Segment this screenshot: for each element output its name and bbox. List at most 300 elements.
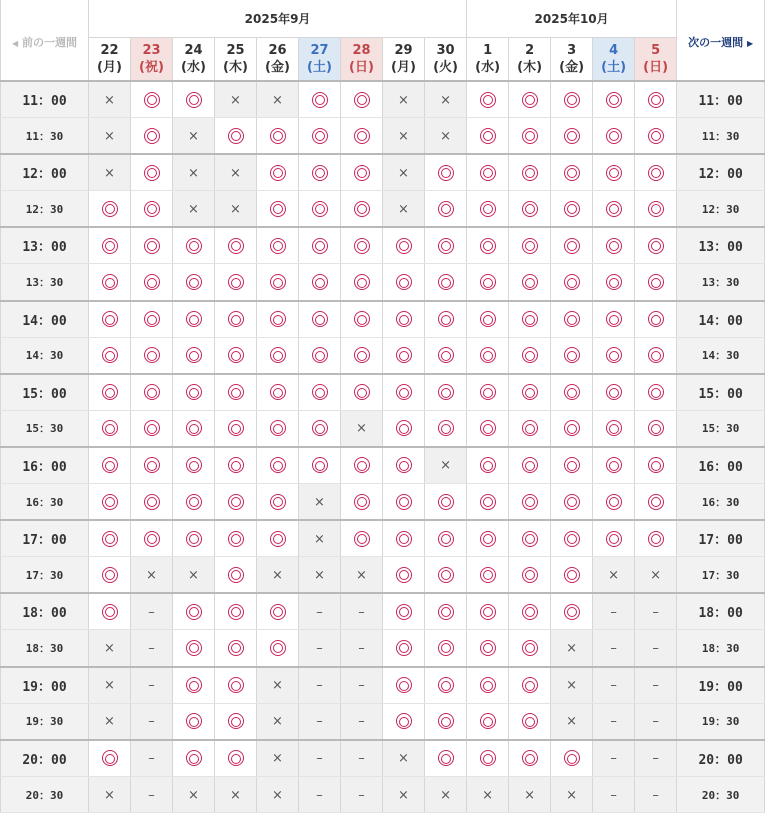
time-slot-row <box>1 776 765 813</box>
dash-icon: – <box>358 714 365 730</box>
slot-available[interactable] <box>593 337 635 374</box>
cross-icon: × <box>230 201 241 217</box>
slot-available[interactable] <box>551 410 593 447</box>
slot-available[interactable] <box>383 374 425 411</box>
double-circle-icon <box>228 420 244 436</box>
cross-icon: × <box>440 458 451 474</box>
double-circle-icon <box>522 165 538 181</box>
slot-available[interactable] <box>509 374 551 411</box>
double-circle-icon <box>606 92 622 108</box>
day-number: 24 <box>184 43 203 58</box>
slot-available[interactable] <box>215 118 257 155</box>
double-circle-icon <box>438 604 454 620</box>
slot-available[interactable] <box>257 154 299 191</box>
slot-full <box>425 776 467 813</box>
slot-available[interactable] <box>173 593 215 630</box>
slot-available[interactable] <box>257 227 299 264</box>
slot-available[interactable] <box>593 264 635 301</box>
slot-available[interactable] <box>635 301 677 338</box>
double-circle-icon <box>186 274 202 290</box>
slot-available[interactable] <box>173 227 215 264</box>
slot-available[interactable] <box>383 703 425 740</box>
slot-available[interactable] <box>509 118 551 155</box>
slot-available[interactable] <box>635 81 677 118</box>
time-slot-row <box>1 154 765 191</box>
slot-available[interactable] <box>89 301 131 338</box>
slot-available[interactable] <box>467 374 509 411</box>
slot-available[interactable] <box>215 740 257 777</box>
slot-available[interactable] <box>551 593 593 630</box>
slot-available[interactable] <box>425 593 467 630</box>
slot-available[interactable] <box>299 191 341 228</box>
slot-available[interactable] <box>299 154 341 191</box>
slot-available[interactable] <box>635 520 677 557</box>
slot-available[interactable] <box>635 154 677 191</box>
double-circle-icon <box>228 640 244 656</box>
slot-available[interactable] <box>173 410 215 447</box>
slot-available[interactable] <box>89 264 131 301</box>
slot-available[interactable] <box>257 191 299 228</box>
slot-available[interactable] <box>89 374 131 411</box>
slot-available[interactable] <box>425 520 467 557</box>
double-circle-icon <box>270 420 286 436</box>
slot-available[interactable] <box>467 154 509 191</box>
slot-available[interactable] <box>299 447 341 484</box>
day-header-24 <box>173 38 215 82</box>
slot-available[interactable] <box>509 703 551 740</box>
double-circle-icon <box>396 274 412 290</box>
slot-unavailable <box>593 593 635 630</box>
day-number: 27 <box>310 43 329 58</box>
slot-available[interactable] <box>551 740 593 777</box>
cross-icon: × <box>188 201 199 217</box>
double-circle-icon <box>144 238 160 254</box>
double-circle-icon <box>228 713 244 729</box>
slot-available[interactable] <box>173 337 215 374</box>
slot-available[interactable] <box>551 557 593 594</box>
slot-available[interactable] <box>341 154 383 191</box>
slot-available[interactable] <box>593 484 635 521</box>
slot-available[interactable] <box>467 447 509 484</box>
slot-unavailable <box>131 703 173 740</box>
time-slot-row <box>1 557 765 594</box>
time-label: 14：30 <box>1 337 89 374</box>
slot-available[interactable] <box>425 227 467 264</box>
slot-available[interactable] <box>467 667 509 704</box>
slot-available[interactable] <box>299 227 341 264</box>
double-circle-icon <box>522 201 538 217</box>
slot-available[interactable] <box>509 410 551 447</box>
slot-available[interactable] <box>173 301 215 338</box>
slot-available[interactable] <box>425 264 467 301</box>
slot-available[interactable] <box>131 154 173 191</box>
slot-available[interactable] <box>341 227 383 264</box>
double-circle-icon <box>270 238 286 254</box>
slot-available[interactable] <box>89 227 131 264</box>
slot-available[interactable] <box>131 191 173 228</box>
slot-available[interactable] <box>383 410 425 447</box>
slot-available[interactable] <box>131 520 173 557</box>
time-slot-row <box>1 703 765 740</box>
slot-available[interactable] <box>425 667 467 704</box>
slot-available[interactable] <box>383 557 425 594</box>
double-circle-icon <box>102 604 118 620</box>
day-of-week: (土) <box>601 60 627 75</box>
slot-available[interactable] <box>215 337 257 374</box>
time-label: 11：30 <box>1 118 89 155</box>
double-circle-icon <box>270 531 286 547</box>
slot-available[interactable] <box>257 447 299 484</box>
day-number: 22 <box>100 43 119 58</box>
slot-available[interactable] <box>509 740 551 777</box>
slot-full <box>425 118 467 155</box>
slot-available[interactable] <box>425 374 467 411</box>
slot-full <box>425 81 467 118</box>
slot-available[interactable] <box>551 154 593 191</box>
slot-full <box>383 118 425 155</box>
slot-available[interactable] <box>173 703 215 740</box>
slot-available[interactable] <box>341 484 383 521</box>
slot-full <box>257 703 299 740</box>
slot-available[interactable] <box>89 191 131 228</box>
double-circle-icon <box>438 531 454 547</box>
slot-available[interactable] <box>509 484 551 521</box>
slot-available[interactable] <box>551 227 593 264</box>
slot-available[interactable] <box>215 301 257 338</box>
slot-available[interactable] <box>467 630 509 667</box>
slot-available[interactable] <box>173 374 215 411</box>
slot-available[interactable] <box>425 484 467 521</box>
slot-available[interactable] <box>215 484 257 521</box>
slot-available[interactable] <box>257 337 299 374</box>
slot-available[interactable] <box>173 484 215 521</box>
slot-available[interactable] <box>257 484 299 521</box>
slot-available[interactable] <box>551 264 593 301</box>
day-number: 2 <box>525 43 535 58</box>
slot-unavailable <box>299 703 341 740</box>
slot-available[interactable] <box>467 264 509 301</box>
slot-available[interactable] <box>425 557 467 594</box>
slot-full <box>257 557 299 594</box>
slot-available[interactable] <box>635 118 677 155</box>
slot-available[interactable] <box>215 630 257 667</box>
slot-available[interactable] <box>551 374 593 411</box>
slot-available[interactable] <box>173 630 215 667</box>
slot-available[interactable] <box>173 740 215 777</box>
cross-icon: × <box>356 567 367 583</box>
slot-available[interactable] <box>257 630 299 667</box>
slot-available[interactable] <box>467 118 509 155</box>
slot-available[interactable] <box>89 520 131 557</box>
double-circle-icon <box>606 311 622 327</box>
slot-available[interactable] <box>89 740 131 777</box>
slot-available[interactable] <box>341 447 383 484</box>
slot-available[interactable] <box>383 630 425 667</box>
slot-unavailable <box>131 630 173 667</box>
slot-available[interactable] <box>257 410 299 447</box>
slot-available[interactable] <box>425 410 467 447</box>
slot-available[interactable] <box>509 154 551 191</box>
slot-available[interactable] <box>425 630 467 667</box>
cross-icon: × <box>272 567 283 583</box>
slot-available[interactable] <box>593 520 635 557</box>
slot-available[interactable] <box>467 227 509 264</box>
slot-available[interactable] <box>299 81 341 118</box>
slot-available[interactable] <box>383 520 425 557</box>
double-circle-icon <box>438 420 454 436</box>
slot-available[interactable] <box>425 703 467 740</box>
slot-available[interactable] <box>257 520 299 557</box>
slot-available[interactable] <box>299 301 341 338</box>
double-circle-icon <box>522 384 538 400</box>
double-circle-icon <box>564 274 580 290</box>
slot-available[interactable] <box>467 410 509 447</box>
slot-available[interactable] <box>89 447 131 484</box>
time-slot-row <box>1 484 765 521</box>
slot-available[interactable] <box>593 447 635 484</box>
slot-available[interactable] <box>551 447 593 484</box>
double-circle-icon <box>144 494 160 510</box>
time-label: 18：00 <box>1 593 89 630</box>
slot-available[interactable] <box>593 81 635 118</box>
slot-available[interactable] <box>215 374 257 411</box>
prev-week-button[interactable] <box>1 0 89 81</box>
slot-available[interactable] <box>425 740 467 777</box>
slot-available[interactable] <box>341 520 383 557</box>
slot-available[interactable] <box>635 264 677 301</box>
slot-available[interactable] <box>341 81 383 118</box>
double-circle-icon <box>606 531 622 547</box>
slot-available[interactable] <box>593 154 635 191</box>
dash-icon: – <box>148 640 155 656</box>
slot-available[interactable] <box>551 301 593 338</box>
slot-available[interactable] <box>215 264 257 301</box>
slot-available[interactable] <box>509 593 551 630</box>
slot-available[interactable] <box>509 227 551 264</box>
day-of-week: (木) <box>223 60 248 75</box>
slot-available[interactable] <box>89 593 131 630</box>
double-circle-icon <box>144 347 160 363</box>
slot-available[interactable] <box>215 593 257 630</box>
slot-available[interactable] <box>635 227 677 264</box>
slot-available[interactable] <box>89 337 131 374</box>
dash-icon: – <box>652 604 659 620</box>
dash-icon: – <box>148 714 155 730</box>
prev-week-label: 前の一週間 <box>22 35 77 49</box>
slot-available[interactable] <box>425 191 467 228</box>
slot-available[interactable] <box>215 227 257 264</box>
slot-available[interactable] <box>593 410 635 447</box>
double-circle-icon <box>648 92 664 108</box>
slot-available[interactable] <box>509 630 551 667</box>
next-week-button[interactable] <box>677 0 765 81</box>
double-circle-icon <box>186 420 202 436</box>
slot-available[interactable] <box>551 191 593 228</box>
slot-available[interactable] <box>383 593 425 630</box>
slot-available[interactable] <box>299 337 341 374</box>
slot-available[interactable] <box>341 191 383 228</box>
slot-available[interactable] <box>299 374 341 411</box>
slot-available[interactable] <box>257 264 299 301</box>
slot-available[interactable] <box>509 301 551 338</box>
double-circle-icon <box>606 128 622 144</box>
cross-icon: × <box>104 165 115 181</box>
double-circle-icon <box>144 165 160 181</box>
slot-available[interactable] <box>425 337 467 374</box>
slot-available[interactable] <box>131 301 173 338</box>
time-label: 20：00 <box>1 740 89 777</box>
slot-available[interactable] <box>383 227 425 264</box>
slot-available[interactable] <box>509 520 551 557</box>
slot-available[interactable] <box>257 118 299 155</box>
slot-available[interactable] <box>425 301 467 338</box>
slot-available[interactable] <box>467 740 509 777</box>
double-circle-icon <box>606 384 622 400</box>
slot-available[interactable] <box>341 374 383 411</box>
slot-available[interactable] <box>593 227 635 264</box>
slot-available[interactable] <box>215 447 257 484</box>
slot-available[interactable] <box>467 557 509 594</box>
slot-available[interactable] <box>341 264 383 301</box>
time-slot-row <box>1 81 765 118</box>
slot-available[interactable] <box>341 118 383 155</box>
slot-available[interactable] <box>509 667 551 704</box>
slot-available[interactable] <box>215 557 257 594</box>
double-circle-icon <box>648 384 664 400</box>
slot-unavailable <box>635 776 677 813</box>
slot-available[interactable] <box>467 337 509 374</box>
dash-icon: – <box>610 678 617 694</box>
double-circle-icon <box>522 347 538 363</box>
slot-available[interactable] <box>509 447 551 484</box>
slot-available[interactable] <box>131 264 173 301</box>
slot-available[interactable] <box>593 374 635 411</box>
slot-available[interactable] <box>299 410 341 447</box>
slot-available[interactable] <box>467 301 509 338</box>
slot-available[interactable] <box>635 484 677 521</box>
slot-unavailable <box>635 667 677 704</box>
double-circle-icon <box>312 165 328 181</box>
slot-full <box>257 776 299 813</box>
time-label: 18：00 <box>677 593 765 630</box>
slot-full <box>635 557 677 594</box>
double-circle-icon <box>564 420 580 436</box>
slot-available[interactable] <box>383 447 425 484</box>
double-circle-icon <box>228 384 244 400</box>
slot-available[interactable] <box>131 81 173 118</box>
slot-available[interactable] <box>173 447 215 484</box>
slot-available[interactable] <box>551 118 593 155</box>
slot-available[interactable] <box>257 301 299 338</box>
slot-available[interactable] <box>425 154 467 191</box>
slot-available[interactable] <box>635 374 677 411</box>
slot-available[interactable] <box>131 410 173 447</box>
double-circle-icon <box>438 347 454 363</box>
slot-available[interactable] <box>89 557 131 594</box>
double-circle-icon <box>396 347 412 363</box>
slot-available[interactable] <box>509 337 551 374</box>
slot-available[interactable] <box>593 301 635 338</box>
slot-available[interactable] <box>635 410 677 447</box>
slot-available[interactable] <box>131 447 173 484</box>
double-circle-icon <box>312 311 328 327</box>
dash-icon: – <box>316 678 323 694</box>
slot-available[interactable] <box>257 374 299 411</box>
slot-available[interactable] <box>341 337 383 374</box>
slot-available[interactable] <box>551 81 593 118</box>
slot-full <box>257 667 299 704</box>
slot-available[interactable] <box>635 191 677 228</box>
slot-available[interactable] <box>257 593 299 630</box>
slot-available[interactable] <box>131 337 173 374</box>
slot-available[interactable] <box>467 593 509 630</box>
time-label: 11：00 <box>1 81 89 118</box>
slot-available[interactable] <box>131 374 173 411</box>
slot-available[interactable] <box>551 520 593 557</box>
slot-available[interactable] <box>509 81 551 118</box>
slot-full <box>425 447 467 484</box>
double-circle-icon <box>186 604 202 620</box>
slot-available[interactable] <box>467 484 509 521</box>
slot-available[interactable] <box>173 264 215 301</box>
slot-available[interactable] <box>467 520 509 557</box>
slot-available[interactable] <box>131 118 173 155</box>
slot-available[interactable] <box>215 410 257 447</box>
slot-available[interactable] <box>299 118 341 155</box>
slot-available[interactable] <box>551 484 593 521</box>
slot-available[interactable] <box>383 484 425 521</box>
slot-available[interactable] <box>383 264 425 301</box>
slot-available[interactable] <box>383 301 425 338</box>
slot-available[interactable] <box>173 667 215 704</box>
double-circle-icon <box>522 640 538 656</box>
slot-available[interactable] <box>131 227 173 264</box>
slot-available[interactable] <box>593 191 635 228</box>
double-circle-icon <box>102 494 118 510</box>
slot-available[interactable] <box>383 667 425 704</box>
dash-icon: – <box>652 751 659 767</box>
slot-available[interactable] <box>467 191 509 228</box>
slot-available[interactable] <box>467 703 509 740</box>
slot-full <box>173 557 215 594</box>
slot-available[interactable] <box>341 301 383 338</box>
slot-available[interactable] <box>593 118 635 155</box>
double-circle-icon <box>144 420 160 436</box>
dash-icon: – <box>358 640 365 656</box>
slot-available[interactable] <box>173 81 215 118</box>
slot-available[interactable] <box>467 81 509 118</box>
slot-available[interactable] <box>173 520 215 557</box>
slot-available[interactable] <box>509 557 551 594</box>
double-circle-icon <box>354 384 370 400</box>
slot-available[interactable] <box>509 191 551 228</box>
day-header-row <box>1 38 765 82</box>
slot-available[interactable] <box>299 264 341 301</box>
slot-available[interactable] <box>131 484 173 521</box>
slot-available[interactable] <box>89 410 131 447</box>
slot-available[interactable] <box>383 337 425 374</box>
slot-available[interactable] <box>215 703 257 740</box>
slot-available[interactable] <box>509 264 551 301</box>
slot-available[interactable] <box>215 520 257 557</box>
slot-unavailable <box>131 740 173 777</box>
slot-available[interactable] <box>635 337 677 374</box>
slot-available[interactable] <box>551 337 593 374</box>
slot-available[interactable] <box>635 447 677 484</box>
slot-available[interactable] <box>89 484 131 521</box>
double-circle-icon <box>312 128 328 144</box>
slot-available[interactable] <box>215 667 257 704</box>
